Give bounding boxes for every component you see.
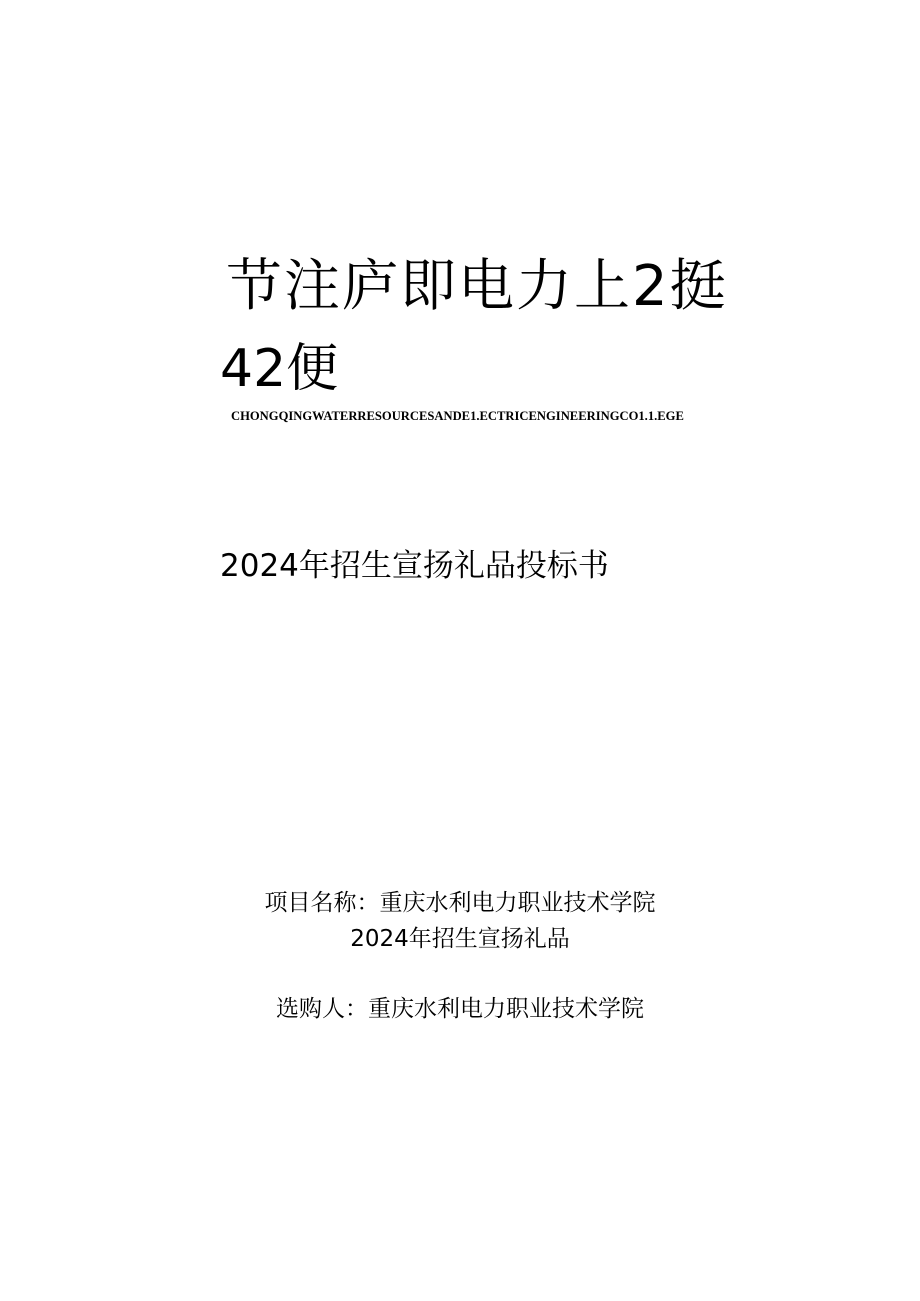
purchaser-line: 选购人：重庆水利电力职业技术学院 (276, 996, 644, 1022)
document-title: 2024年招生宣扬礼品投标书 (220, 548, 609, 584)
project-name-line1: 项目名称：重庆水利电力职业技术学院 (264, 890, 656, 916)
college-logo-chinese-line2: 42便 (220, 339, 339, 399)
college-logo-chinese-line1: 节注庐即电力上2挺 (226, 254, 728, 319)
college-logo-english: CHONGQINGWATERRESOURCESANDE1.ECTRICENGINEERINGCO1.1.EGE (231, 409, 684, 423)
project-name-line2: 2024年招生宣扬礼品 (350, 926, 570, 952)
